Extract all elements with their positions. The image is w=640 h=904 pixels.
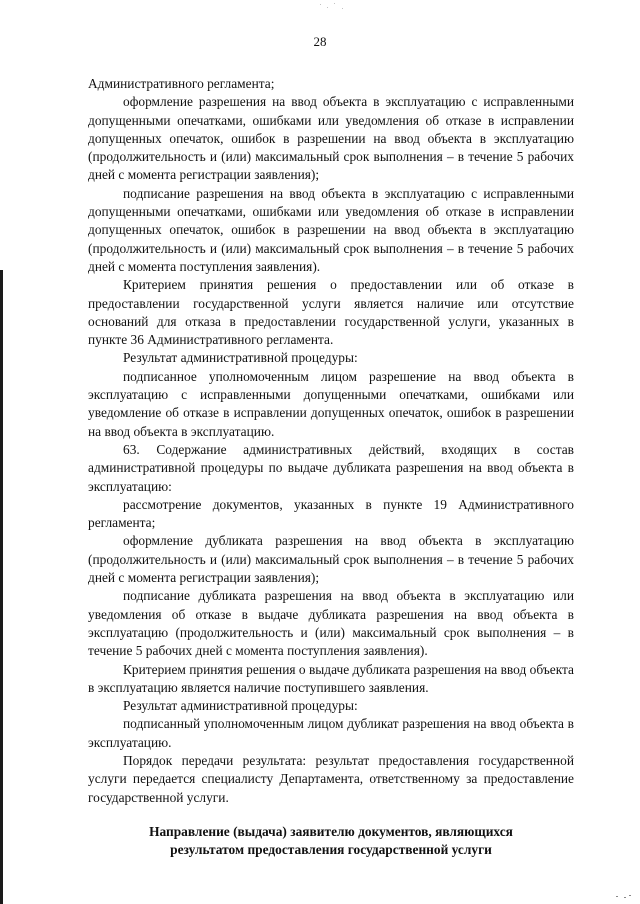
paragraph: Результат административной процедуры:	[123, 350, 358, 366]
paragraph: подписанное уполномоченным лицом разрешение на ввод объекта в эксплуатацию с исправленными допущенными опечатками, ошибками или уведомление об отказе в исправлении допущенных опечаток, ошибок в разрешении на ввод объекта в эксплуатацию.	[88, 368, 574, 439]
paragraph: оформление разрешения на ввод объекта в эксплуатацию с исправленными допущенными опечатками, ошибками или уведомления об отказе в исправлении допущенных опечаток, ошибок в разрешении на ввод объекта в эксплуатацию (продолжительность и (или) максимальный срок выполнения – в течение 5 рабочих дней с момента регистрации заявления);	[88, 94, 574, 183]
paragraph: Административного регламента;	[88, 76, 275, 91]
section-heading-line: Направление (выдача) заявителю документов, являющихся	[149, 823, 513, 839]
paragraph: подписание дубликата разрешения на ввод объекта в эксплуатацию или уведомления об отказе в выдаче дубликата разрешения на ввод объекта в эксплуатацию (продолжительность и (или) максимальный срок выполнения – в течение 5 рабочих дней с момента поступления заявления).	[88, 588, 574, 659]
section-heading	[88, 823, 574, 860]
paragraph: 63. Содержание административных действий, входящих в состав административной процедуры по выдаче дубликата разрешения на ввод объекта в эксплуатацию:	[88, 441, 574, 494]
page-number: 28	[313, 34, 327, 49]
paragraph: Критерием принятия решения о выдаче дубликата разрешения на ввод объекта в эксплуатацию является наличие поступившего заявления.	[88, 661, 574, 695]
document-body	[88, 75, 574, 859]
scan-artifact	[614, 894, 634, 900]
paragraph: рассмотрение документов, указанных в пункте 19 Административного регламента;	[88, 496, 574, 531]
scan-artifact	[318, 2, 348, 12]
paragraph: Результат административной процедуры:	[123, 698, 358, 714]
paragraph: Критерием принятия решения о предоставлении или об отказе в предоставлении государственной услуги является наличие или отсутствие оснований для отказа в предоставлении государственной услуги, указанных в пункте 36 Административного регламента.	[88, 277, 574, 348]
paragraph: подписанный уполномоченным лицом дубликат разрешения на ввод объекта в эксплуатацию.	[88, 716, 574, 750]
section-heading-line: результатом предоставления государственной услуги	[170, 842, 492, 858]
scan-edge-bar	[0, 270, 3, 904]
paragraph: подписание разрешения на ввод объекта в эксплуатацию с исправленными допущенными опечатками, ошибками или уведомления об отказе в исправлении допущенных опечаток, ошибок в разрешении на ввод объекта в эксплуатацию (продолжительность и (или) максимальный срок выполнения – в течение 5 рабочих дней с момента поступления заявления).	[88, 185, 574, 274]
paragraph: оформление дубликата разрешения на ввод объекта в эксплуатацию (продолжительность и (или) максимальный срок выполнения – в течение 5 рабочих дней с момента регистрации заявления);	[88, 533, 574, 586]
paragraph: Порядок передачи результата: результат предоставления государственной услуги передается специалисту Департамента, ответственному за предоставление государственной услуги.	[88, 752, 574, 805]
